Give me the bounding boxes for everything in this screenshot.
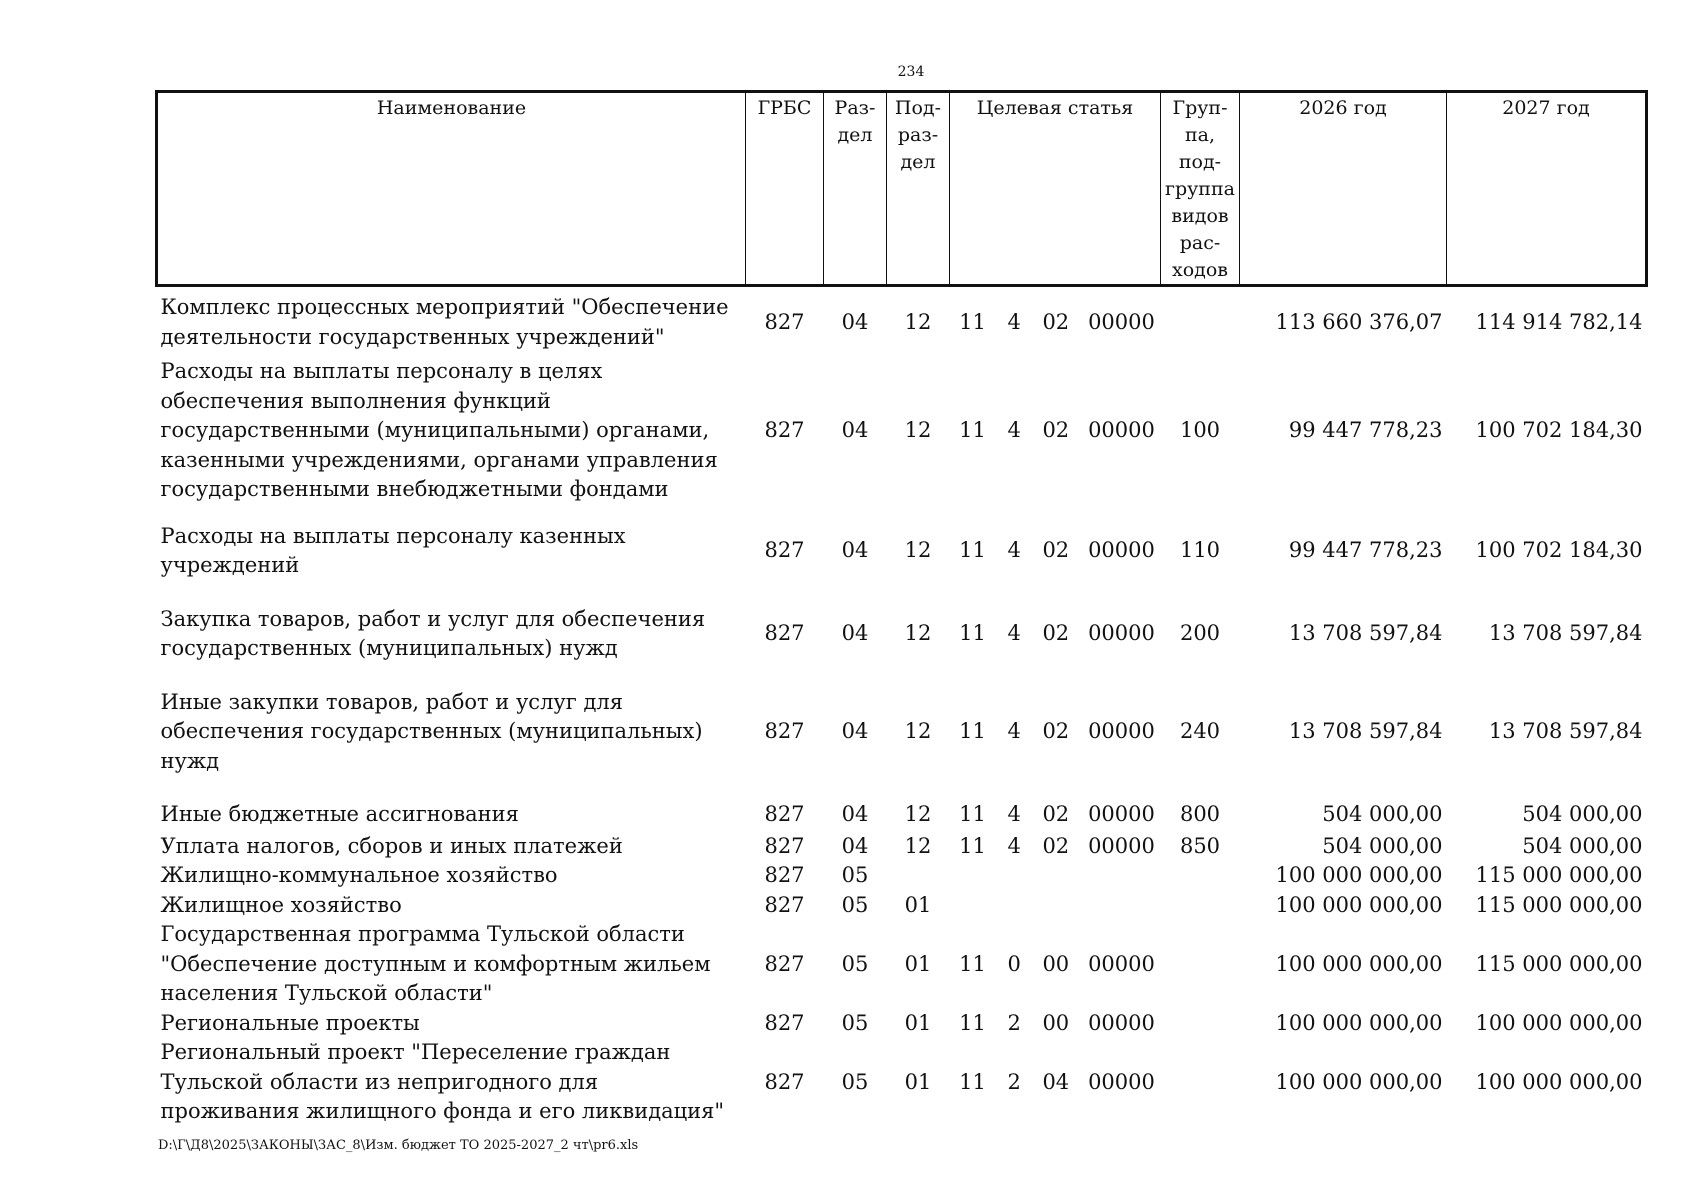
row-podrazdel <box>887 861 950 891</box>
table-row <box>157 1038 1647 1127</box>
row-name: Иные закупки товаров, работ и услуг для обеспечения государственных (муниципальных) нужд <box>160 689 703 773</box>
row-name: Закупка товаров, работ и услуг для обеспечения государственных (муниципальных) нужд <box>160 606 706 660</box>
row-amount-2026: 100 000 000,00 <box>1275 951 1443 976</box>
row-razdel: 05 <box>841 1010 869 1035</box>
row-target-part-3: 00 <box>1042 951 1070 976</box>
table-row <box>157 286 1647 355</box>
row-target-part-2: 0 <box>1007 951 1021 976</box>
header-podrazdel <box>887 92 950 286</box>
row-name: Иные бюджетные ассигнования <box>160 802 519 826</box>
row-name: Государственная программа Тульской области "Обеспечение доступным и комфортным жильем населения Тульской области" <box>160 922 711 1005</box>
header-2027 <box>1447 92 1647 286</box>
table-row <box>157 508 1647 591</box>
row-target-part-4: 00000 <box>1088 719 1155 743</box>
row-podrazdel: 12 <box>904 418 932 442</box>
row-target-part-1: 11 <box>959 1069 986 1094</box>
table-row <box>157 920 1647 1009</box>
row-target-article <box>950 786 1161 832</box>
row-amount-2026: 100 000 000,00 <box>1275 1069 1443 1094</box>
row-grbs: 827 <box>764 418 805 442</box>
row-target-part-1: 11 <box>959 418 986 442</box>
row-amount-2026: 504 000,00 <box>1322 833 1443 858</box>
row-target-part-4: 00000 <box>1088 833 1155 858</box>
row-name: Расходы на выплаты персоналу в целях обеспечения выполнения функций государственными (муниципальными) органами, казенными учреждениями, органами управления государственными внебюджетными фондами <box>160 359 718 501</box>
row-target-part-2: 4 <box>1007 719 1021 743</box>
header-grbs-label: ГРБС <box>757 97 812 119</box>
row-amount-2026: 99 447 778,23 <box>1288 418 1443 442</box>
row-expense-group: 240 <box>1179 719 1221 743</box>
row-razdel: 05 <box>841 951 869 976</box>
row-grbs: 827 <box>764 863 805 887</box>
row-target-article <box>950 1009 1161 1039</box>
row-amount-2027: 100 702 184,30 <box>1475 538 1643 563</box>
row-expense-group <box>1161 286 1240 355</box>
row-podrazdel: 01 <box>904 1069 932 1094</box>
row-target-part-3: 02 <box>1042 833 1070 858</box>
page-number: 234 <box>897 64 925 80</box>
row-razdel: 04 <box>841 802 869 826</box>
row-name: Жилищно-коммунальное хозяйство <box>160 863 558 887</box>
row-target-part-4: 00000 <box>1088 951 1155 976</box>
table-row <box>157 674 1647 787</box>
row-amount-2027: 115 000 000,00 <box>1475 951 1643 976</box>
header-group-label: Груп- па, под- группа видов рас- ходов <box>1165 97 1235 281</box>
row-amount-2026: 13 708 597,84 <box>1288 621 1443 646</box>
header-group <box>1161 92 1240 286</box>
row-target-article <box>950 354 1161 508</box>
row-target-part-1: 11 <box>959 833 986 858</box>
row-expense-group: 200 <box>1179 621 1221 646</box>
row-target-part-2: 4 <box>1007 418 1021 442</box>
row-target-part-1: 11 <box>959 309 986 334</box>
row-amount-2026: 100 000 000,00 <box>1275 1010 1443 1035</box>
row-expense-group <box>1161 891 1240 921</box>
row-amount-2026: 100 000 000,00 <box>1275 892 1443 917</box>
row-amount-2026: 504 000,00 <box>1322 802 1443 826</box>
row-grbs: 827 <box>764 719 805 743</box>
row-target-part-3: 02 <box>1042 418 1070 442</box>
row-podrazdel: 12 <box>904 719 932 743</box>
row-target-part-1: 11 <box>959 1010 986 1035</box>
row-razdel: 04 <box>841 621 869 646</box>
row-target-part-2: 4 <box>1007 833 1021 858</box>
row-target-part-4: 00000 <box>1088 418 1155 442</box>
row-target-part-1: 11 <box>959 621 986 646</box>
row-target-article <box>950 591 1161 674</box>
row-expense-group: 800 <box>1179 802 1221 826</box>
header-2026 <box>1240 92 1447 286</box>
row-amount-2027: 115 000 000,00 <box>1475 863 1643 887</box>
row-target-part-2: 4 <box>1007 309 1021 334</box>
row-target-article <box>950 1038 1161 1127</box>
row-target-article <box>950 832 1161 862</box>
header-razdel <box>824 92 887 286</box>
row-expense-group <box>1161 920 1240 1009</box>
row-target-part-4: 00000 <box>1088 538 1155 563</box>
row-target-part-2: 2 <box>1007 1069 1021 1094</box>
row-expense-group <box>1161 1009 1240 1039</box>
row-grbs: 827 <box>764 833 805 858</box>
row-target-article <box>950 920 1161 1009</box>
row-name: Региональный проект "Переселение граждан Тульской области из непригодного для проживания жилищного фонда и его ликвидация" <box>160 1040 725 1123</box>
row-target-part-4: 00000 <box>1088 802 1155 826</box>
row-name: Комплекс процессных мероприятий "Обеспечение деятельности государственных учреждений" <box>160 295 729 349</box>
row-target-part-1: 11 <box>959 538 986 563</box>
header-2027-label: 2027 год <box>1502 97 1590 119</box>
header-name <box>157 92 746 286</box>
table-row <box>157 786 1647 832</box>
row-podrazdel: 12 <box>904 538 932 563</box>
row-name: Региональные проекты <box>160 1010 420 1035</box>
table-row <box>157 591 1647 674</box>
row-expense-group: 850 <box>1179 833 1221 858</box>
row-amount-2027: 504 000,00 <box>1522 833 1643 858</box>
row-target-part-3: 02 <box>1042 538 1070 563</box>
row-target-part-2: 2 <box>1007 1010 1021 1035</box>
row-target-part-3: 02 <box>1042 309 1070 334</box>
row-amount-2026: 99 447 778,23 <box>1288 538 1443 563</box>
row-razdel: 04 <box>841 309 869 334</box>
row-amount-2026: 113 660 376,07 <box>1275 309 1443 334</box>
row-name: Расходы на выплаты персоналу казенных учреждений <box>160 523 626 577</box>
row-grbs: 827 <box>764 309 805 334</box>
row-razdel: 04 <box>841 418 869 442</box>
row-target-article <box>950 861 1161 891</box>
row-grbs: 827 <box>764 1010 805 1035</box>
table-row <box>157 832 1647 862</box>
row-amount-2027: 100 702 184,30 <box>1475 418 1643 442</box>
row-amount-2026: 13 708 597,84 <box>1288 719 1443 743</box>
file-path-footer: D:\Г\Д8\2025\ЗАКОНЫ\ЗАС_8\Изм. бюджет ТО 2025-2027_2 чт\pr6.xls <box>158 1138 639 1153</box>
row-grbs: 827 <box>764 802 805 826</box>
row-target-article <box>950 286 1161 355</box>
row-podrazdel: 01 <box>904 1010 932 1035</box>
header-grbs <box>746 92 824 286</box>
row-amount-2027: 13 708 597,84 <box>1488 621 1643 646</box>
row-razdel: 04 <box>841 538 869 563</box>
header-podrazdel-label: Под- раз- дел <box>894 97 942 173</box>
row-razdel: 05 <box>841 863 869 887</box>
header-target-label: Целевая статья <box>976 97 1134 119</box>
header-name-label: Наименование <box>376 97 527 119</box>
row-target-part-3: 02 <box>1042 621 1070 646</box>
row-expense-group <box>1161 861 1240 891</box>
budget-table <box>155 90 1648 1127</box>
row-target-part-4: 00000 <box>1088 1010 1155 1035</box>
row-target-part-2: 4 <box>1007 621 1021 646</box>
row-name: Жилищное хозяйство <box>160 892 402 917</box>
row-podrazdel: 12 <box>904 621 932 646</box>
row-amount-2027: 13 708 597,84 <box>1488 719 1643 743</box>
row-target-part-4: 00000 <box>1088 621 1155 646</box>
row-grbs: 827 <box>764 621 805 646</box>
row-podrazdel: 12 <box>904 833 932 858</box>
row-expense-group: 100 <box>1179 418 1221 442</box>
row-target-part-3: 02 <box>1042 802 1070 826</box>
row-podrazdel: 12 <box>904 802 932 826</box>
row-amount-2027: 100 000 000,00 <box>1475 1069 1643 1094</box>
row-target-part-3: 02 <box>1042 719 1070 743</box>
row-target-part-1: 11 <box>959 719 986 743</box>
header-razdel-label: Раз- дел <box>834 97 876 146</box>
row-target-part-4: 00000 <box>1088 309 1155 334</box>
row-grbs: 827 <box>764 892 805 917</box>
row-target-part-1: 11 <box>959 951 986 976</box>
table-row <box>157 861 1647 891</box>
row-podrazdel: 01 <box>904 951 932 976</box>
row-target-article <box>950 674 1161 787</box>
table-row <box>157 891 1647 921</box>
row-razdel: 05 <box>841 1069 869 1094</box>
row-target-part-3: 04 <box>1042 1069 1070 1094</box>
row-target-part-3: 00 <box>1042 1010 1070 1035</box>
row-amount-2027: 100 000 000,00 <box>1475 1010 1643 1035</box>
row-target-part-1: 11 <box>959 802 986 826</box>
row-razdel: 04 <box>841 719 869 743</box>
row-podrazdel: 01 <box>904 892 932 917</box>
header-target <box>950 92 1161 286</box>
row-razdel: 04 <box>841 833 869 858</box>
header-2026-label: 2026 год <box>1299 97 1387 119</box>
row-amount-2027: 114 914 782,14 <box>1475 309 1643 334</box>
row-grbs: 827 <box>764 951 805 976</box>
row-amount-2027: 115 000 000,00 <box>1475 892 1643 917</box>
row-target-part-2: 4 <box>1007 802 1021 826</box>
table-row <box>157 354 1647 508</box>
row-amount-2027: 504 000,00 <box>1522 802 1643 826</box>
row-amount-2026: 100 000 000,00 <box>1275 863 1443 887</box>
row-grbs: 827 <box>764 1069 805 1094</box>
row-name: Уплата налогов, сборов и иных платежей <box>160 833 623 858</box>
row-expense-group: 110 <box>1179 538 1221 563</box>
row-grbs: 827 <box>764 538 805 563</box>
row-expense-group <box>1161 1038 1240 1127</box>
table-header <box>157 92 1647 286</box>
row-target-part-4: 00000 <box>1088 1069 1155 1094</box>
row-target-part-2: 4 <box>1007 538 1021 563</box>
table-row <box>157 1009 1647 1039</box>
row-podrazdel: 12 <box>904 309 932 334</box>
table-body <box>157 286 1647 1127</box>
row-target-article <box>950 508 1161 591</box>
row-razdel: 05 <box>841 892 869 917</box>
row-target-article <box>950 891 1161 921</box>
